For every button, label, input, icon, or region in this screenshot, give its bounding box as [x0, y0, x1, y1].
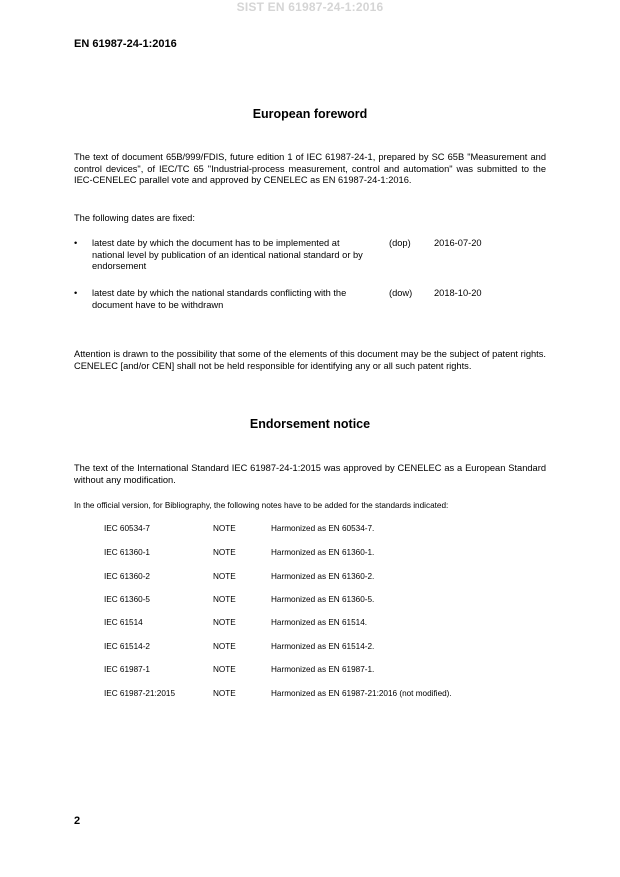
date-item-date: 2018-10-20 — [434, 288, 482, 298]
endorsement-notice-heading: Endorsement notice — [249, 417, 371, 431]
standard-id: IEC 61360-1 — [104, 548, 150, 557]
date-item-text: latest date by which the national standards conflicting with the document have to be withdrawn — [92, 288, 347, 310]
note-label: NOTE — [213, 572, 236, 581]
harmonized-text: Harmonized as EN 61360-1. — [271, 548, 375, 557]
note-label: NOTE — [213, 548, 236, 557]
harmonized-text: Harmonized as EN 60534-7. — [271, 524, 375, 533]
bullet-icon: • — [74, 288, 78, 298]
document-id-header: EN 61987-24-1:2016 — [74, 38, 177, 50]
harmonized-text: Harmonized as EN 61987-21:2016 (not modified). — [271, 689, 452, 698]
standard-id: IEC 61987-21:2015 — [104, 689, 176, 698]
foreword-intro-paragraph: The text of document 65B/999/FDIS, future edition 1 of IEC 61987-24-1, prepared by SC 65B "Measurement and control devices", of IEC/TC 65 "Industrial-process measurement, control and automation" was submitted to the IEC-CENELEC parallel vote and approved by CENELEC as EN 61987-24-1:2016. — [74, 152, 546, 186]
standard-id: IEC 61360-2 — [104, 572, 150, 581]
bibliography-intro-text: In the official version, for Bibliography, the following notes have to be added for the standards indicated: — [74, 501, 449, 510]
date-item-code: (dop) — [389, 238, 411, 248]
note-label: NOTE — [213, 595, 236, 604]
harmonized-text: Harmonized as EN 61514. — [271, 618, 368, 627]
harmonized-text: Harmonized as EN 61360-5. — [271, 595, 375, 604]
harmonized-text: Harmonized as EN 61360-2. — [271, 572, 375, 581]
watermark-text: SIST EN 61987-24-1:2016 — [236, 0, 384, 14]
note-label: NOTE — [213, 618, 236, 627]
european-foreword-heading: European foreword — [252, 107, 368, 121]
standard-id: IEC 61514-2 — [104, 642, 150, 651]
note-label: NOTE — [213, 689, 236, 698]
standard-id: IEC 61360-5 — [104, 595, 150, 604]
note-label: NOTE — [213, 665, 236, 674]
standard-id: IEC 60534-7 — [104, 524, 150, 533]
bullet-icon: • — [74, 238, 78, 248]
date-item-date: 2016-07-20 — [434, 238, 482, 248]
harmonized-text: Harmonized as EN 61514-2. — [271, 642, 375, 651]
patent-attention-paragraph: Attention is drawn to the possibility that some of the elements of this document may be the subject of patent rights. CENELEC [and/or CEN] shall not be held responsible for identifying any or all such patent rights. — [74, 349, 546, 371]
standard-id: IEC 61987-1 — [104, 665, 150, 674]
dates-intro-text: The following dates are fixed: — [74, 213, 195, 223]
note-label: NOTE — [213, 524, 236, 533]
harmonized-text: Harmonized as EN 61987-1. — [271, 665, 375, 674]
page-number: 2 — [74, 815, 81, 827]
date-item-text: latest date by which the document has to be implemented at national level by publication of an identical national standard or by endorsement — [92, 238, 363, 272]
date-item-code: (dow) — [389, 288, 413, 298]
endorsement-text-paragraph: The text of the International Standard IEC 61987-24-1:2015 was approved by CENELEC as a European Standard without any modification. — [74, 463, 546, 485]
note-label: NOTE — [213, 642, 236, 651]
standard-id: IEC 61514 — [104, 618, 143, 627]
